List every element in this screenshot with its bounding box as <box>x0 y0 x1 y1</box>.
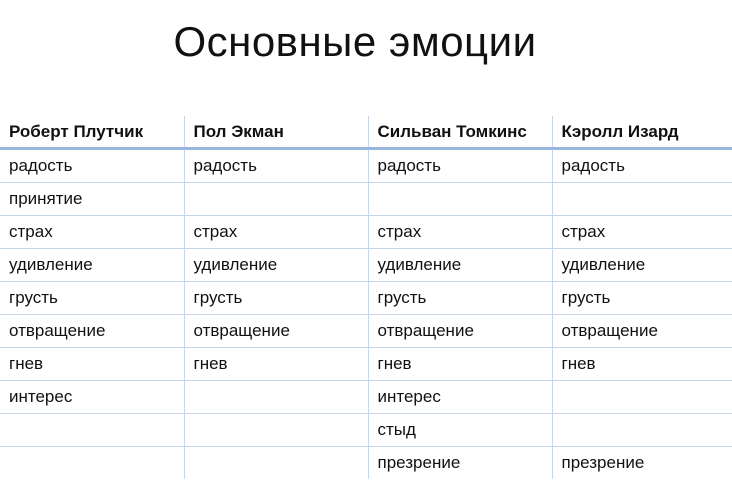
table-cell <box>0 414 184 447</box>
slide-title: Основные эмоции <box>173 18 537 65</box>
table-cell: страх <box>0 216 184 249</box>
table-cell: удивление <box>368 249 552 282</box>
table-cell: удивление <box>0 249 184 282</box>
table-cell: отвращение <box>368 315 552 348</box>
header-tomkins: Сильван Томкинс <box>368 116 552 149</box>
table-row <box>0 315 732 348</box>
table-row <box>0 282 732 315</box>
table-cell: радость <box>552 149 732 183</box>
table-cell <box>552 381 732 414</box>
table-cell: стыд <box>368 414 552 447</box>
table-cell: грусть <box>184 282 368 315</box>
table-cell: гнев <box>0 348 184 381</box>
table-cell: интерес <box>368 381 552 414</box>
header-izard: Кэролл Изард <box>552 116 732 149</box>
table-cell: страх <box>184 216 368 249</box>
table-cell: страх <box>552 216 732 249</box>
table-cell: радость <box>184 149 368 183</box>
header-ekman: Пол Экман <box>184 116 368 149</box>
table-cell: отвращение <box>552 315 732 348</box>
table-cell: гнев <box>184 348 368 381</box>
table-cell: грусть <box>368 282 552 315</box>
table-cell: гнев <box>552 348 732 381</box>
table-cell: интерес <box>0 381 184 414</box>
emotions-table <box>0 116 732 479</box>
table-cell <box>184 381 368 414</box>
table-cell: грусть <box>0 282 184 315</box>
table-row <box>0 381 732 414</box>
table-cell <box>184 183 368 216</box>
table-row <box>0 414 732 447</box>
table-cell: отвращение <box>0 315 184 348</box>
table-cell <box>184 414 368 447</box>
table-header-row <box>0 116 732 149</box>
table-cell: грусть <box>552 282 732 315</box>
table-cell <box>0 447 184 480</box>
table-cell: отвращение <box>184 315 368 348</box>
table-cell <box>552 414 732 447</box>
table-cell: радость <box>0 149 184 183</box>
table-row <box>0 183 732 216</box>
table-cell: удивление <box>184 249 368 282</box>
table-cell <box>552 183 732 216</box>
table-row <box>0 447 732 480</box>
table-row <box>0 216 732 249</box>
table-cell: презрение <box>368 447 552 480</box>
table-cell <box>368 183 552 216</box>
table-cell <box>184 447 368 480</box>
table-cell: страх <box>368 216 552 249</box>
table-row <box>0 249 732 282</box>
table-cell: удивление <box>552 249 732 282</box>
table-cell: принятие <box>0 183 184 216</box>
table-cell: радость <box>368 149 552 183</box>
table-cell: гнев <box>368 348 552 381</box>
header-plutchik: Роберт Плутчик <box>0 116 184 149</box>
table-row <box>0 348 732 381</box>
table-row <box>0 149 732 183</box>
table-cell: презрение <box>552 447 732 480</box>
